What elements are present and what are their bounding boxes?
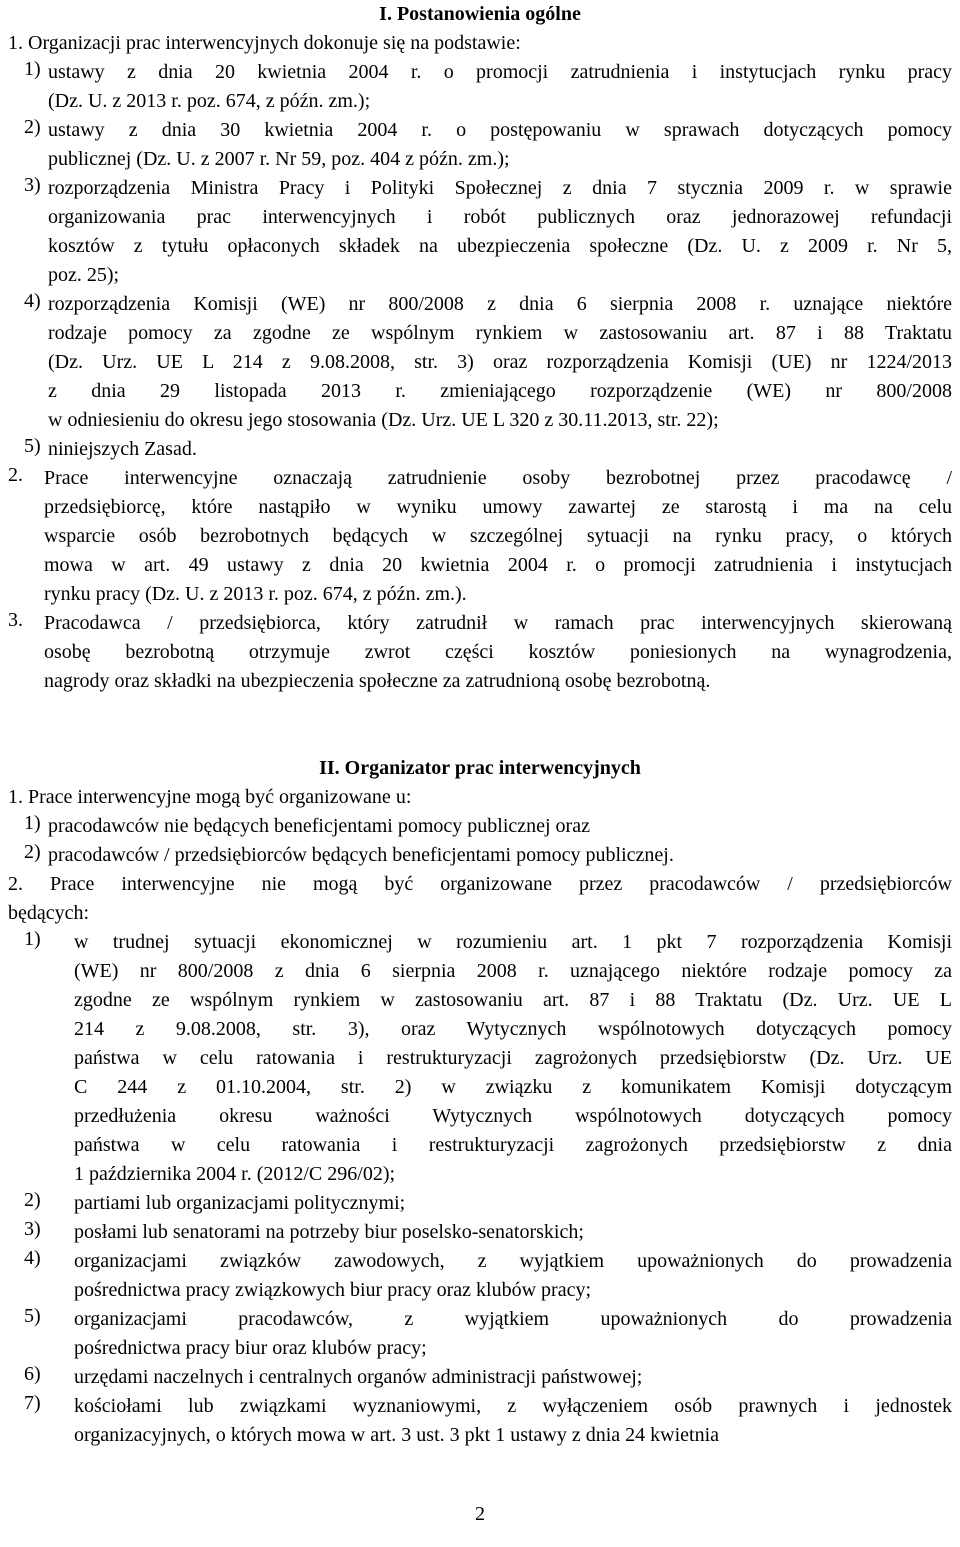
list-item-number: 2) <box>24 116 41 138</box>
paragraph-number <box>8 551 44 580</box>
list-item-number: 1) <box>24 58 41 80</box>
list-item-number <box>24 406 48 435</box>
section-2-list-1 <box>8 812 952 870</box>
paragraph-number: 3. <box>8 609 23 631</box>
list-item-number: 5) <box>24 1305 41 1327</box>
list-item-line: w odniesieniu do okresu jego stosowania (Dz. Urz. UE L 320 z 30.11.2013, str. 22); <box>48 409 719 431</box>
list-item-number <box>24 1334 74 1363</box>
list-item-line: przedłużenia okresu ważności Wytycznych wspólnotowych dotyczących pomocy <box>74 1105 952 1127</box>
list-item-number: 2) <box>24 841 41 863</box>
list-item-line: z dnia 29 listopada 2013 r. zmieniającego rozporządzenie (WE) nr 800/2008 <box>48 380 952 402</box>
list-item-line: zgodne ze wspólnym rynkiem w zastosowaniu art. 87 i 88 Traktatu (Dz. Urz. UE L <box>74 989 952 1011</box>
list-item <box>8 1218 952 1247</box>
list-item-line: pośrednictwa pracy biur oraz klubów pracy; <box>74 1337 427 1359</box>
paragraph-number <box>8 638 44 667</box>
list-item-line: pracodawców / przedsiębiorców będących beneficjentami pomocy publicznej. <box>48 844 674 866</box>
list-item-line: urzędami naczelnych i centralnych organów administracji państwowej; <box>74 1366 643 1388</box>
list-item <box>8 290 952 435</box>
paragraph-number <box>8 667 44 696</box>
section-2-paragraph-1-intro: 1. Prace interwencyjne mogą być organizowane u: <box>8 786 412 808</box>
list-item-line: (Dz. Urz. UE L 214 z 9.08.2008, str. 3) oraz rozporządzenia Komisji (UE) nr 1224/2013 <box>48 351 952 373</box>
list-item-number <box>24 261 48 290</box>
list-item-number <box>24 87 48 116</box>
list-item-number <box>24 957 74 986</box>
list-item <box>8 1363 952 1392</box>
paragraph-number: 2. <box>8 464 23 486</box>
list-item-number <box>24 1044 74 1073</box>
paragraph-line: Pracodawca / przedsiębiorca, który zatrudnił w ramach prac interwencyjnych skierowaną <box>44 612 952 634</box>
list-item-number: 7) <box>24 1392 41 1414</box>
list-item-number: 4) <box>24 1247 41 1269</box>
list-item-line: (Dz. U. z 2013 r. poz. 674, z późn. zm.); <box>48 90 371 112</box>
list-item-line: 1 października 2004 r. (2012/C 296/02); <box>74 1163 396 1185</box>
list-item-number: 1) <box>24 928 41 950</box>
section-1-heading: I. Postanowienia ogólne <box>379 3 581 25</box>
list-item-line: 214 z 9.08.2008, str. 3), oraz Wytycznych wspólnotowych dotyczących pomocy <box>74 1018 952 1040</box>
list-item-number <box>24 319 48 348</box>
paragraph-line: osobę bezrobotną otrzymuje zwrot części kosztów poniesionych na wynagrodzenia, <box>44 641 952 663</box>
paragraph-line: nagrody oraz składki na ubezpieczenia społeczne za zatrudnioną osobę bezrobotną. <box>44 670 711 692</box>
list-item-line: posłami lub senatorami na potrzeby biur poselsko-senatorskich; <box>74 1221 584 1243</box>
list-item-line: rodzaje pomocy za zgodne ze wspólnym rynkiem w zastosowaniu art. 87 i 88 Traktatu <box>48 322 952 344</box>
list-item-line: ustawy z dnia 20 kwietnia 2004 r. o promocji zatrudnienia i instytucjach rynku pracy <box>48 61 952 83</box>
list-item-line: organizowania prac interwencyjnych i robót publicznych oraz jednorazowej refundacji <box>48 206 952 228</box>
list-item-line: kościołami lub związkami wyznaniowymi, z wyłączeniem osób prawnych i jednostek <box>74 1395 952 1417</box>
list-item-line: niniejszych Zasad. <box>48 438 197 460</box>
list-item-number <box>24 1131 74 1160</box>
list-item-number <box>24 1160 74 1189</box>
list-item <box>8 1305 952 1363</box>
list-item <box>8 435 952 464</box>
list-item-number: 5) <box>24 435 41 457</box>
list-item-number <box>24 1421 74 1450</box>
list-item <box>8 116 952 174</box>
list-item-line: w trudnej sytuacji ekonomicznej w rozumieniu art. 1 pkt 7 rozporządzenia Komisji <box>74 931 952 953</box>
paragraph-line: będących: <box>8 902 90 924</box>
list-item-number: 4) <box>24 290 41 312</box>
section-gap <box>8 696 952 754</box>
list-item-line: organizacjami pracodawców, z wyjątkiem upoważnionych do prowadzenia <box>74 1308 952 1330</box>
paragraph-number <box>8 522 44 551</box>
list-item-number <box>24 232 48 261</box>
list-item-number: 2) <box>24 1189 41 1211</box>
list-item-number: 3) <box>24 1218 41 1240</box>
paragraph-line: 2. Prace interwencyjne nie mogą być organizowane przez pracodawców / przedsiębiorców <box>8 873 952 895</box>
list-item <box>8 1247 952 1305</box>
list-item-number <box>24 986 74 1015</box>
list-item-line: C 244 z 01.10.2004, str. 2) w związku z komunikatem Komisji dotyczącym <box>74 1076 952 1098</box>
section-1-paragraph-1-intro: 1. Organizacji prac interwencyjnych dokonuje się na podstawie: <box>8 32 521 54</box>
list-item-number <box>24 1102 74 1131</box>
section-2-heading: II. Organizator prac interwencyjnych <box>319 757 641 779</box>
list-item-line: organizacyjnych, o których mowa w art. 3 ust. 3 pkt 1 ustawy z dnia 24 kwietnia <box>74 1424 720 1446</box>
list-item-line: ustawy z dnia 30 kwietnia 2004 r. o postępowaniu w sprawach dotyczących pomocy <box>48 119 952 141</box>
section-2-list-2 <box>8 928 952 1450</box>
section-1-list <box>8 58 952 464</box>
list-item <box>8 1189 952 1218</box>
list-item-line: pracodawców nie będących beneficjentami pomocy publicznej oraz <box>48 815 590 837</box>
list-item-number <box>24 203 48 232</box>
paragraph-line: Prace interwencyjne oznaczają zatrudnienie osoby bezrobotnej przez pracodawcę / <box>44 467 952 489</box>
list-item <box>8 1392 952 1450</box>
list-item-number: 3) <box>24 174 41 196</box>
paragraph-line: wsparcie osób bezrobotnych będących w szczególnej sytuacji na rynku pracy, o których <box>44 525 952 547</box>
list-item <box>8 928 952 1189</box>
list-item-number <box>24 348 48 377</box>
list-item-line: partiami lub organizacjami politycznymi; <box>74 1192 406 1214</box>
paragraph-line: mowa w art. 49 ustawy z dnia 20 kwietnia 2004 r. o promocji zatrudnienia i instytucjach <box>44 554 952 576</box>
list-item-number <box>24 1276 74 1305</box>
list-item <box>8 841 952 870</box>
section-2-paragraph-2-intro <box>8 870 952 928</box>
list-item-number: 6) <box>24 1363 41 1385</box>
list-item-number <box>24 145 48 174</box>
list-item-line: państwa w celu ratowania i restrukturyzacji zagrożonych przedsiębiorstw (Dz. Urz. UE <box>74 1047 952 1069</box>
paragraph-line: przedsiębiorcę, które nastąpiło w wyniku umowy zawartej ze starostą i ma na celu <box>44 496 952 518</box>
list-item-line: poz. 25); <box>48 264 120 286</box>
section-1-paragraph-2 <box>8 464 952 609</box>
list-item-line: rozporządzenia Komisji (WE) nr 800/2008 z dnia 6 sierpnia 2008 r. uznające niektóre <box>48 293 952 315</box>
list-item-line: rozporządzenia Ministra Pracy i Polityki Społecznej z dnia 7 stycznia 2009 r. w sprawie <box>48 177 952 199</box>
list-item-line: organizacjami związków zawodowych, z wyjątkiem upoważnionych do prowadzenia <box>74 1250 952 1272</box>
paragraph-number <box>8 580 44 609</box>
page-number: 2 <box>475 1503 485 1525</box>
section-1-paragraph-3 <box>8 609 952 696</box>
paragraph-line: rynku pracy (Dz. U. z 2013 r. poz. 674, z późn. zm.). <box>44 583 467 605</box>
list-item-number <box>24 1073 74 1102</box>
list-item-line: (WE) nr 800/2008 z dnia 6 sierpnia 2008 r. uznającego niektóre rodzaje pomocy za <box>74 960 952 982</box>
list-item-line: publicznej (Dz. U. z 2007 r. Nr 59, poz. 404 z późn. zm.); <box>48 148 510 170</box>
paragraph-number <box>8 493 44 522</box>
list-item-number <box>24 1015 74 1044</box>
list-item <box>8 812 952 841</box>
list-item-number <box>24 377 48 406</box>
list-item-number: 1) <box>24 812 41 834</box>
list-item-line: kosztów z tytułu opłaconych składek na ubezpieczenia społeczne (Dz. U. z 2009 r. Nr 5, <box>48 235 952 257</box>
list-item <box>8 174 952 290</box>
list-item-line: państwa w celu ratowania i restrukturyzacji zagrożonych przedsiębiorstw z dnia <box>74 1134 952 1156</box>
list-item-line: pośrednictwa pracy związkowych biur pracy oraz klubów pracy; <box>74 1279 592 1301</box>
list-item <box>8 58 952 116</box>
